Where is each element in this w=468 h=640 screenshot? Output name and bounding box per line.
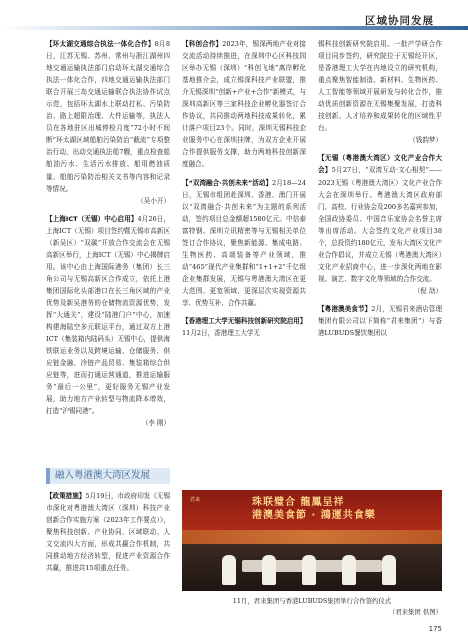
article-body: 2023年，锡深两地产业对接交流活动持续推进，在深圳中心区科技园区举办无锡（深圳）“科创飞地”离岸孵化基地推介会，成立锡深科技产业联盟，推介无锡深圳“创新+产业+合作”新模式，与深圳高新区等三家科技企业孵化器签订合作协议，共同推动两地科技成果转化，累计落户项目23个。同时，深圳无锡科技企业服务中心在深圳挂牌，为双方企业开展合作提供服务支撑，助力两地科技创新深度融合。 [182,40,306,169]
person-figure [222,555,236,585]
article-item [182,315,306,339]
article-item [182,38,306,171]
article-item [318,38,442,146]
section-title: 区域协同发展 [365,15,434,27]
article-title: 【政策措施】 [46,492,86,500]
section-banner: 融入粤港澳大湾区发展 [46,468,170,484]
article-body: 2月，无锡君来酒店管理集团有限公司以下简称“君来集团”）与香港LUBUDS餐饮集团以 [318,304,442,338]
article-credit: （倪 劼） [413,286,442,295]
article-title: 【粤港澳美食节】 [318,304,372,313]
person-figure [302,555,316,585]
article-body: 11月2日，香港理工大学无 [182,329,260,338]
column-2 [182,38,306,345]
backdrop-decoration [182,530,442,544]
article-title: 【上海ICT（无锡）中心启用】 [46,214,138,223]
article-body: 2月18—24日，无锡市组团赴深圳、香港、澳门开展以“双湾融合·共创未来”为主题的系列活动，签约项目总金额超1580亿元。中信泰富特钢、深圳立讯精密等与无锡相关单位签订合作协议，聚焦新能源、集成电路、生物医药、高端装备等产业领域，推动“465”现代产业集群和“1+1+2”千亿级企业集群发展，无锡与粤港澳大湾区在更大范围、更宽领域、更深层次实现资源共享、优势互补、合作共赢。 [182,178,306,307]
article-item [46,38,170,207]
article-item [46,213,170,430]
person-figure [262,555,276,585]
slogan-line: 珠联璧合 龍鳳呈祥 [252,497,345,508]
column-1 [46,38,170,436]
photo-backdrop-slogan [252,496,376,522]
article-body: 5月19日，市政府印发《无锡市深化对粤港澳大湾区（深圳）科技产业创新合作实施方案（2023年工作要点）》，聚焦科技创新、产业协同、区域联动、人文交流四大方面，形成共赢合作机制，共同推动地方经济转型，促进产业资源合作共赢，推进共15项重点任务。 [46,492,170,573]
article-body: 4月26日，上海ICT（无锡）项目签约暨无锡市高新区（新吴区）“双碳”开放合作交流会在无锡高新区举行，上海ICT（无锡）中心揭牌启用。该中心由上海国际港务（集团）长三角公司与无锡高新区合作成立，依托上港集团国际化头部港口在长三角区域的产业优势及新吴港务的仓储物流资源优势，发挥“大通关”，建设“陆港门户”中心，加速构建海陆空多元联运平台，通过双方上港ICT（集装箱内陆码头）无锡中心，提供海铁联运业务以及跨境运输、仓储服务、供应链金融、冷链产品贸易、集装箱综合供应链等，进而打通运营通道，推进运输服务“最后一公里”，更好服务无锡产业发展，助力地方产业转型与物流降本增效，打造“沪锡同港”。 [46,214,170,416]
person-figure [382,555,396,585]
article-title: 【“双湾融合·共创未来”活动】 [182,178,273,187]
person-figure [342,555,356,585]
photo-logo: 君来 [190,497,201,503]
article-item [46,490,170,574]
article-body: 锡科技创新研究院启用。一批产学研合作项目同步签约，研究院位于无锡经开区，是香港理工大学在内地设立的研究机构，重点聚焦智能制造、新材料、生物医药、人工智能等领域开展研发与转化合作，推动优质创新资源在无锡集聚发展，打造科技创新、人才培养和成果转化的区域性平台。 [318,40,442,133]
article-title: 【科创合作】 [182,40,223,48]
article-credit: （李 刚） [141,419,170,428]
article-body: 5月27日，“双湾互动·文心相契”——2023无锡（粤港澳大湾区）文化产业合作大会在深圳举行。粤港澳大湾区政府部门、高校、行业协会及200多名嘉宾参加，全国政协委员、中国音乐家协会名誉主席等出席活动。大会签约文化产业项目38个，总投资约180亿元，发布大湾区文化产业合作倡议，并成立无锡（粤港澳大湾区）文化产业招商中心，进一步深化两地在影视、演艺、数字文化等领域的合作交流。 [318,166,442,283]
column-3 [318,38,442,345]
photo-credit: （君来集团 供图） [388,608,442,616]
article-credit: （吴小开） [137,196,170,205]
article-credit: （钱韵梦） [409,136,442,145]
event-photo [182,490,442,591]
article-title: 【香港理工大学无锡科技创新研究院启用】 [182,317,307,326]
caption-text: 11月，君来集团与香港LUBUDS集团举行合作签约仪式 [232,597,392,605]
photo-caption [182,596,442,618]
article-title: 【无锡（粤港澳大湾区）文化产业合作大会】 [318,154,442,175]
article-item [182,177,306,310]
column-1-lower [46,490,170,580]
article-item [318,152,442,297]
article-item [318,303,442,339]
article-body: 8月8日，江苏无锡、苏州、常州与浙江湖州四地交通运输执法部门启动环太湖交通综合执法一体化合作，四地交通运输执法部门联合开展三岛交通运输联合执法协作试点示范，包括环太湖水上联动打私、污染防治、路上超限治理、大件运输等，执法人员在各地驻区出城停检月度“72小时不间断”环太湖区域船舶污染防治“截流”专项整治行动，出动交通执法船7艘，重点检查船舶油污水、生活污水排放、船用燃油质量、船舶污染防治相关文书等内容和记录等情况。 [46,40,170,193]
slogan-line: 港澳美食節 · 鴻運共食樂 [252,510,376,521]
page-number: 175 [428,625,442,633]
article-title: 【环太湖交通综合执法一体化合作】 [46,40,155,48]
